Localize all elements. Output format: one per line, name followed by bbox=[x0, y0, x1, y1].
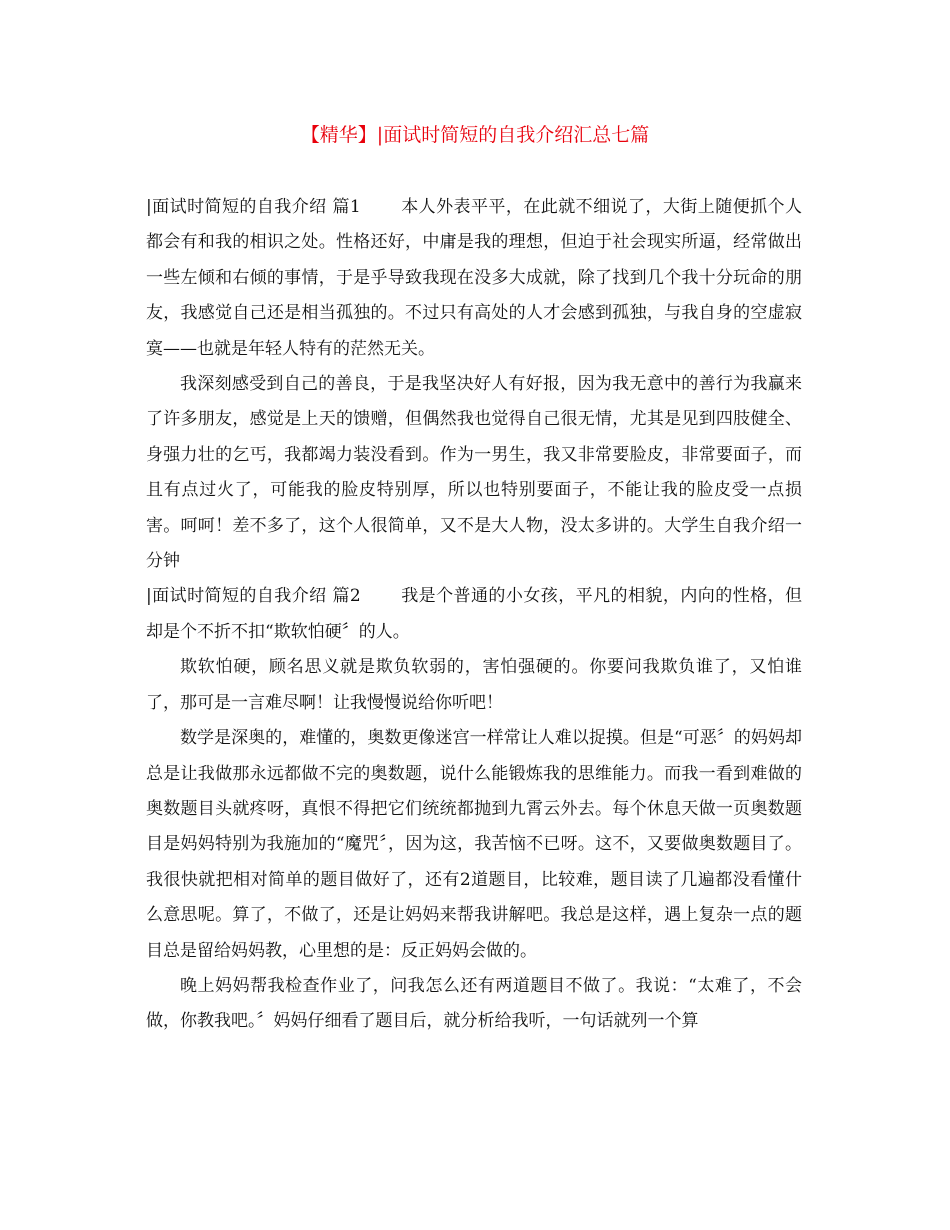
section-1-paragraph-2: 我深刻感受到自己的善良，于是我坚决好人有好报，因为我无意中的善行为我赢来了许多朋友，感觉是上天的馈赠，但偶然我也觉得自己很无情，尤其是见到四肢健全、身强力壮的乞丐，我都竭力装没看到。作为一男生，我又非常要脸皮，非常要面子，而且有点过火了，可能我的脸皮特别厚，所以也特别要面子，不能让我的脸皮受一点损害。呵呵！差不多了，这个人很简单，又不是大人物，没太多讲的。大学生自我介绍一分钟 bbox=[146, 374, 802, 572]
section-2-paragraph-4: 晚上妈妈帮我检查作业了，问我怎么还有两道题目不做了。我说：“太难了，不会做，你教我吧。〞妈妈仔细看了题目后，就分析给我听，一句话就列一个算 bbox=[146, 975, 802, 1032]
section-2-lead-text: 我是个普通的小女孩，平凡的相貌，内向的性格，但却是个不折不扣“欺软怕硬〞的人。 bbox=[146, 586, 803, 642]
section-2-intro-paragraph bbox=[146, 579, 802, 650]
section-2-paragraph-2: 欺软怕硬，顾名思义就是欺负软弱的，害怕强硬的。你要问我欺负谁了，又怕谁了，那可是一言难尽啊！让我慢慢说给你听吧！ bbox=[146, 657, 802, 713]
document-title: 【精华】|面试时简短的自我介绍汇总七篇 bbox=[300, 124, 650, 146]
section-2-paragraph-3: 数学是深奥的，难懂的，奥数更像迷宫一样常让人难以捉摸。但是“可恶〞的妈妈却总是让我做那永远都做不完的奥数题，说什么能锻炼我的思维能力。而我一看到难做的奥数题目头就疼呀，真恨不得把它们统统都抛到九霄云外去。每个休息天做一页奥数题目是妈妈特别为我施加的“魔咒〞，因为这，我苦恼不已呀。这不，又要做奥数题目了。我很快就把相对简单的题目做好了，还有2道题目，比较难，题目读了几遍都没看懂什么意思呢。算了，不做了，还是让妈妈来帮我讲解吧。我总是这样，遇上复杂一点的题目总是留给妈妈教，心里想的是：反正妈妈会做的。 bbox=[146, 728, 802, 961]
section-1-heading: |面试时简短的自我介绍 篇1 bbox=[146, 197, 361, 217]
section-1-intro-paragraph bbox=[146, 190, 802, 367]
section-1-lead-text: 本人外表平平，在此就不细说了，大街上随便抓个人都会有和我的相识之处。性格还好，中庸是我的理想，但迫于社会现实所逼，经常做出一些左倾和右倾的事情，于是乎导致我现在没多大成就，除了找到几个我十分玩命的朋友，我感觉自己还是相当孤独的。不过只有高处的人才会感到孤独，与我自身的空虚寂寞——也就是年轻人特有的茫然无关。 bbox=[146, 197, 803, 359]
section-2-heading: |面试时简短的自我介绍 篇2 bbox=[146, 586, 361, 607]
document-body bbox=[146, 190, 802, 1040]
